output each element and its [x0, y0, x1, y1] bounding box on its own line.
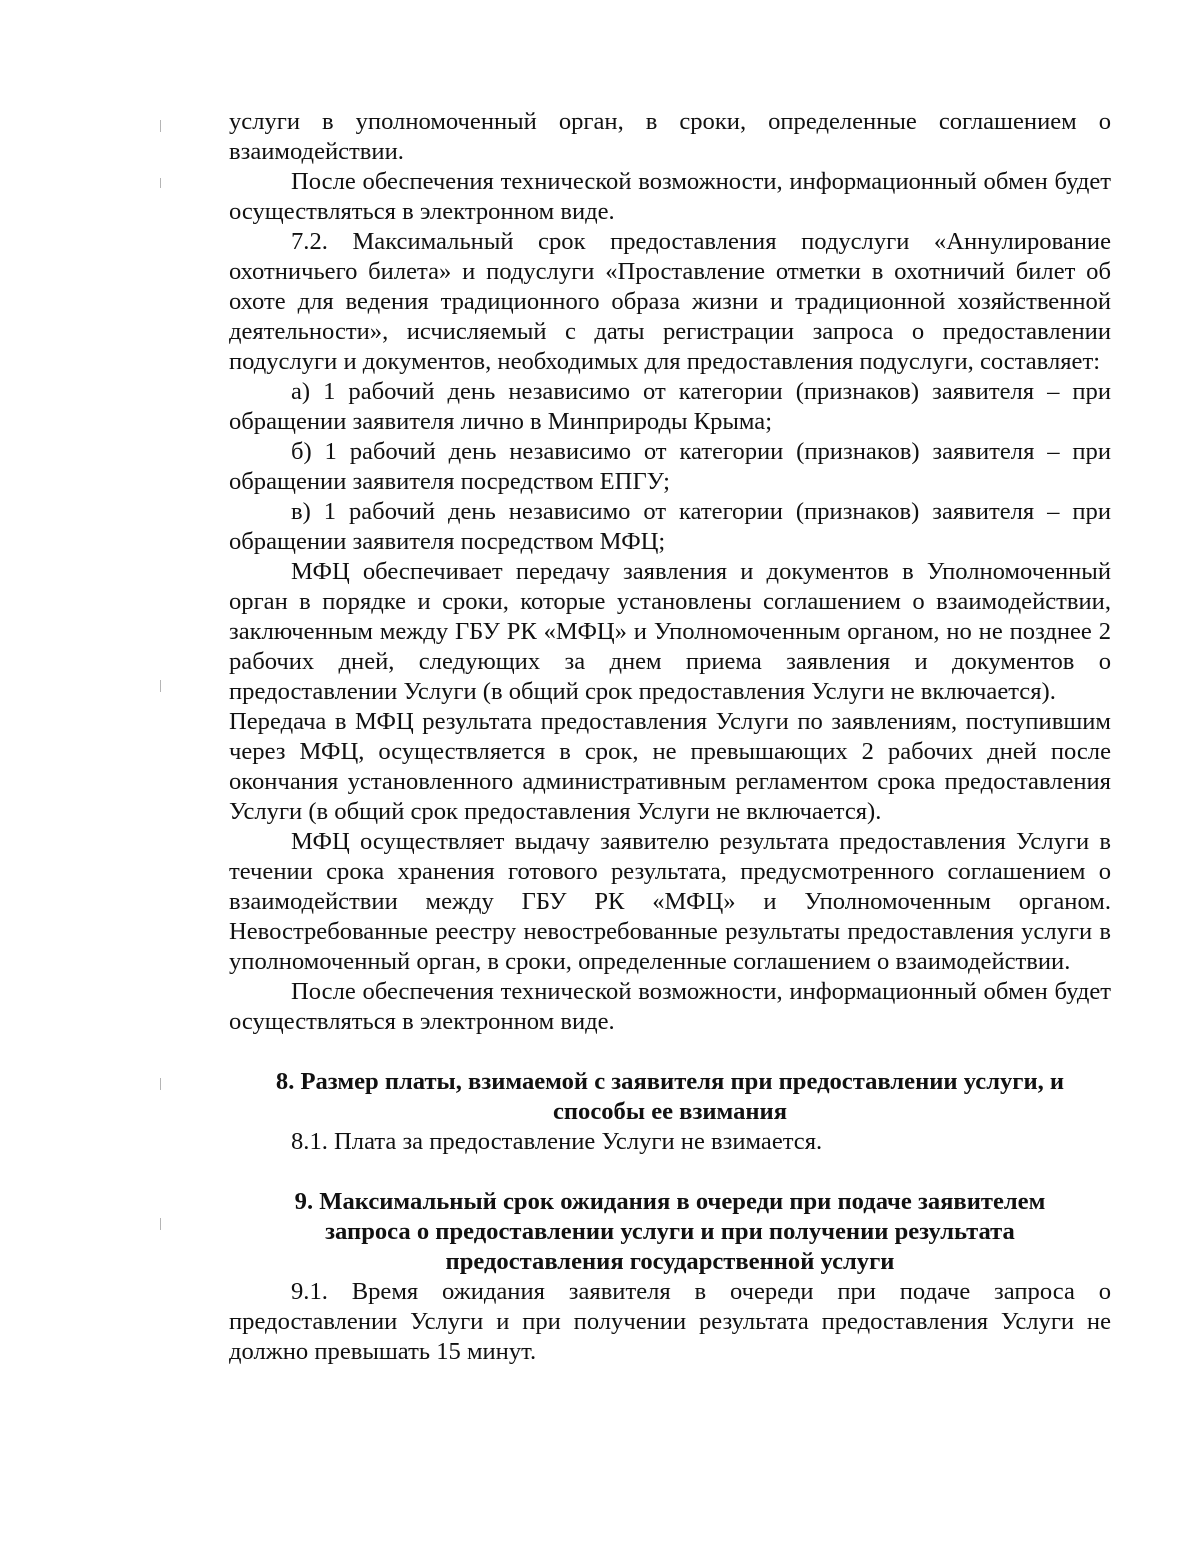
- paragraph: услуги в уполномоченный орган, в сроки, определенные соглашением о взаимодействии.: [229, 108, 1111, 165]
- scan-mark: [160, 120, 161, 132]
- paragraph: МФЦ осуществляет выдачу заявителю результата предоставления Услуги в течении срока хранения готового результата, предусмотренного соглашением о взаимодействии между ГБУ РК «МФЦ» и Уполномоченным органом. Невостребованные реестру невостребованные результаты предоставления услуги в уполномоченный орган, в сроки, определенные соглашением о взаимодействии.: [229, 828, 1111, 975]
- section-8-heading: 8. Размер платы, взимаемой с заявителя при предоставлении услуги, и способы ее взимания: [275, 1068, 1065, 1125]
- paragraph-9-1: 9.1. Время ожидания заявителя в очереди при подаче запроса о предоставлении Услуги и при получении результата предоставления Услуги не должно превышать 15 минут.: [229, 1278, 1111, 1365]
- paragraph: После обеспечения технической возможности, информационный обмен будет осуществляться в электронном виде.: [229, 168, 1111, 225]
- paragraph: Передача в МФЦ результата предоставления Услуги по заявлениям, поступившим через МФЦ, осуществляется в срок, не превышающих 2 рабочих дней после окончания установленного административным регламентом срока предоставления Услуги (в общий срок предоставления Услуги не включается).: [229, 708, 1111, 825]
- heading-line: запроса о предоставлении услуги и при получении результата: [325, 1218, 1015, 1245]
- scan-mark: [160, 1218, 161, 1230]
- scan-mark: [160, 178, 161, 188]
- paragraph: После обеспечения технической возможности, информационный обмен будет осуществляться в электронном виде.: [229, 978, 1111, 1035]
- paragraph: МФЦ обеспечивает передачу заявления и документов в Уполномоченный орган в порядке и сроки, которые установлены соглашением о взаимодействии, заключенным между ГБУ РК «МФЦ» и Уполномоченным органом, но не позднее 2 рабочих дней, следующих за днем приема заявления и документов о предоставлении Услуги (в общий срок предоставления Услуги не включается).: [229, 558, 1111, 705]
- heading-line: 9. Максимальный срок ожидания в очереди при подаче заявителем: [294, 1188, 1046, 1215]
- list-item-b: б) 1 рабочий день независимо от категории (признаков) заявителя – при обращении заявителя посредством ЕПГУ;: [229, 438, 1111, 495]
- document-body: [229, 107, 1111, 1367]
- list-item-v: в) 1 рабочий день независимо от категории (признаков) заявителя – при обращении заявителя посредством МФЦ;: [229, 498, 1111, 555]
- section-9-heading: [229, 1187, 1111, 1277]
- paragraph-8-1: 8.1. Плата за предоставление Услуги не взимается.: [291, 1128, 823, 1155]
- scan-mark: [160, 1078, 161, 1090]
- paragraph-7-2: 7.2. Максимальный срок предоставления подуслуги «Аннулирование охотничьего билета» и подуслуги «Проставление отметки в охотничий билет об охоте для ведения традиционного образа жизни и традиционной хозяйственной деятельности», исчисляемый с даты регистрации запроса о предоставлении подуслуги и документов, необходимых для предоставления подуслуги, составляет:: [229, 228, 1111, 375]
- heading-line: предоставления государственной услуги: [445, 1248, 895, 1275]
- scan-mark: [160, 680, 161, 692]
- list-item-a: а) 1 рабочий день независимо от категории (признаков) заявителя – при обращении заявителя лично в Минприроды Крыма;: [229, 378, 1111, 435]
